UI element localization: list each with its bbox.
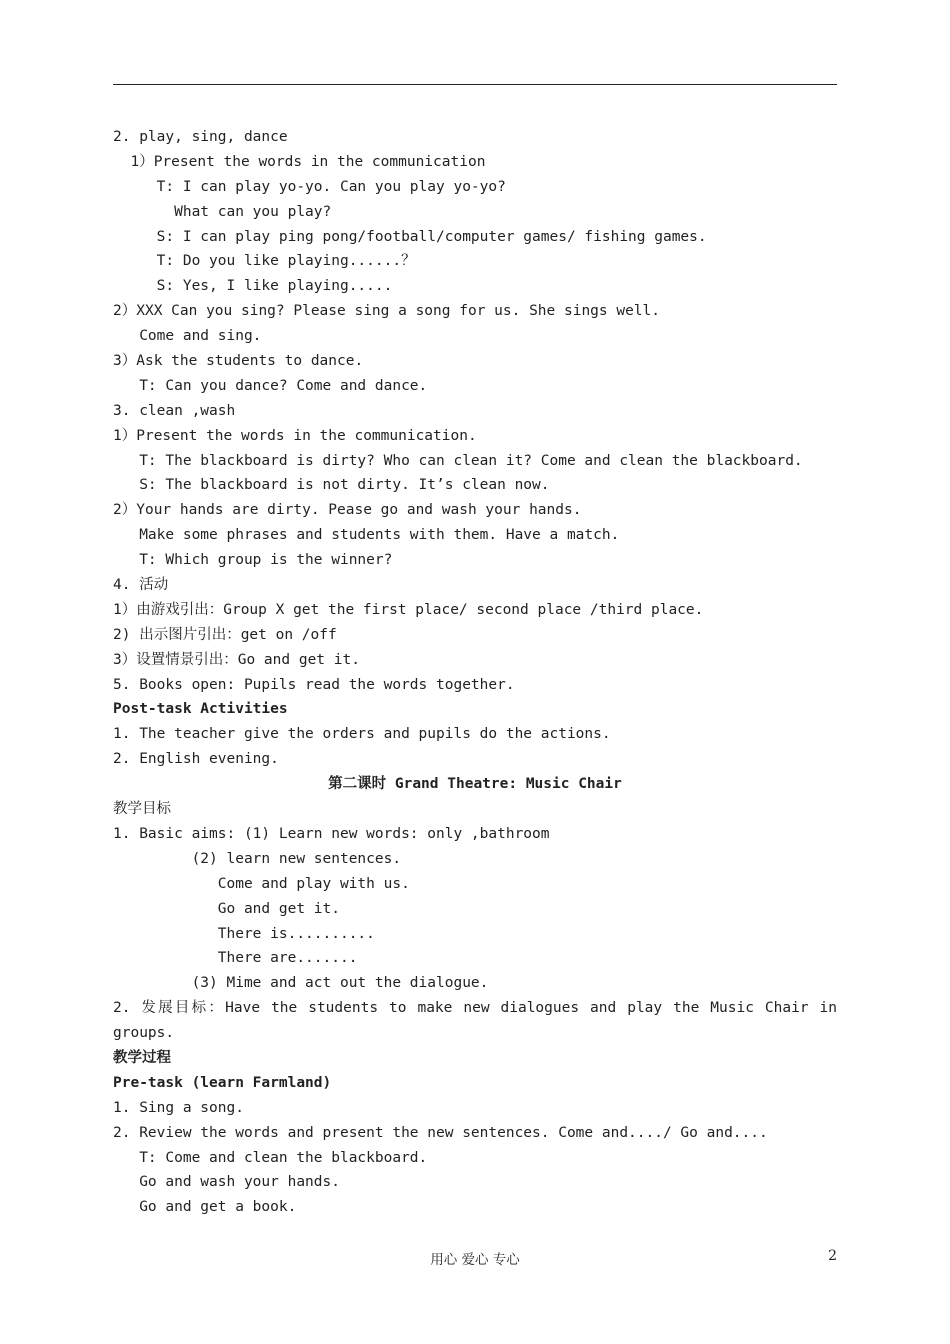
text-line: S: I can play ping pong/football/computer games/ fishing games.: [113, 228, 707, 245]
text-line: Come and sing.: [113, 328, 262, 345]
text-line: 2. 发展目标：Have the students to make new dialogues and play the Music Chair in: [113, 1000, 837, 1017]
section-heading: 教学过程: [113, 1049, 171, 1066]
document-body: [113, 125, 837, 1220]
text-line: T: I can play yo-yo. Can you play yo-yo?: [113, 178, 506, 195]
text-line: T: The blackboard is dirty? Who can clean it? Come and clean the blackboard.: [113, 452, 803, 469]
text-line: T: Can you dance? Come and dance.: [113, 377, 428, 394]
text-line: Go and get a book.: [113, 1199, 297, 1216]
text-line: 1. Basic aims: (1) Learn new words: only ,bathroom: [113, 825, 550, 842]
section-heading: Post-task Activities: [113, 701, 288, 718]
page-number: 2: [828, 1248, 837, 1264]
text-line: Go and get it.: [113, 900, 340, 917]
header-rule: [113, 84, 837, 85]
text-line: 1）由游戏引出：Group X get the first place/ second place /third place.: [113, 601, 704, 618]
text-line: 3）设置情景引出：Go and get it.: [113, 651, 360, 668]
text-line: T: Do you like playing......？: [113, 253, 416, 270]
text-line: 2）Your hands are dirty. Pease go and wash your hands.: [113, 502, 582, 519]
text-line: 教学目标: [113, 801, 171, 818]
text-line: 2. play, sing, dance: [113, 129, 288, 145]
text-line: 2）XXX Can you sing? Please sing a song for us. She sings well.: [113, 303, 661, 320]
text-line: 3）Ask the students to dance.: [113, 353, 364, 370]
text-line: Make some phrases and students with them. Have a match.: [113, 527, 620, 544]
section-heading: Pre-task (learn Farmland): [113, 1074, 332, 1091]
text-line: 2. English evening.: [113, 751, 279, 768]
text-line: T: Which group is the winner?: [113, 552, 393, 569]
text-line: 1）Present the words in the communication: [113, 153, 486, 170]
text-line: 5. Books open: Pupils read the words together.: [113, 676, 515, 693]
text-line: (3) Mime and act out the dialogue.: [113, 975, 489, 992]
text-line: There is..........: [113, 925, 375, 942]
text-line: T: Come and clean the blackboard.: [113, 1149, 428, 1166]
text-line: There are.......: [113, 950, 358, 967]
text-line: What can you play?: [113, 203, 332, 220]
text-line: 3. clean ,wash: [113, 402, 236, 419]
text-line: S: Yes, I like playing.....: [113, 278, 393, 295]
text-line: 1. The teacher give the orders and pupils do the actions.: [113, 726, 611, 743]
text-line: Come and play with us.: [113, 875, 410, 892]
text-line: (2) learn new sentences.: [113, 850, 402, 867]
text-line: 1）Present the words in the communication.: [113, 427, 477, 444]
text-line: 4. 活动: [113, 577, 169, 594]
lesson-title: 第二课时 Grand Theatre: Music Chair: [328, 776, 622, 793]
text-line: 2) 出示图片引出：get on /off: [113, 626, 337, 643]
text-line: 2. Review the words and present the new sentences. Come and..../ Go and....: [113, 1124, 768, 1141]
page-footer: 用心 爱心 专心: [430, 1252, 520, 1268]
text-line: 1. Sing a song.: [113, 1099, 244, 1116]
text-line: Go and wash your hands.: [113, 1174, 340, 1191]
text-line: S: The blackboard is not dirty. It’s clean now.: [113, 477, 550, 494]
text-line: groups.: [113, 1025, 175, 1042]
